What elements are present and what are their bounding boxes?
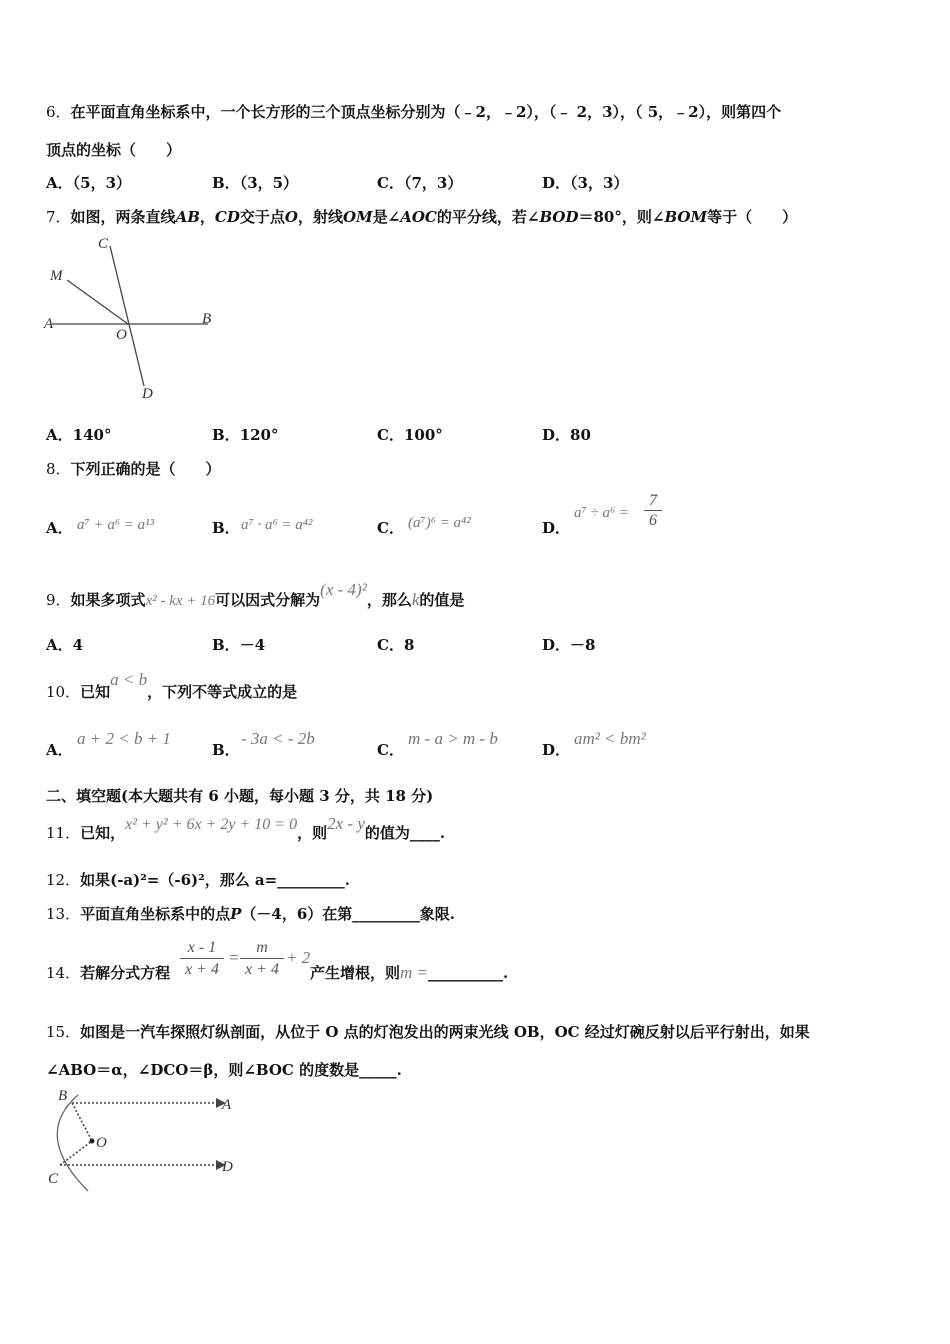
q6-option-b: B．（3，5） <box>212 174 299 192</box>
q7-option-b: B．120° <box>212 426 279 444</box>
label-c: C <box>48 1171 59 1187</box>
q14-fraction-2: $\frac{m}{x + 4}$ <box>240 937 284 980</box>
ray-om <box>67 280 128 324</box>
q10-option-c-math: m - a > m - b <box>408 729 498 748</box>
q14-plus-two: + 2 <box>286 948 311 967</box>
label-m: M <box>50 268 63 284</box>
q7-stem: 7．如图，两条直线AB，CD交于点O，射线OM是∠AOC的平分线，若∠BOD＝80°，则∠BOM等于（ ） <box>46 208 798 226</box>
q14-stem-right: 产生增根，则m =__________. <box>310 963 509 982</box>
q8-option-c-math: (a⁷)⁶ = a⁴² <box>408 515 471 531</box>
label-a: A <box>222 1097 232 1113</box>
q15-line1: 15．如图是一汽车探照灯纵剖面，从位于 O 点的灯泡发出的两束光线 OB，OC 经过灯碗反射以后平行射出，如果 <box>46 1023 810 1041</box>
label-o: O <box>96 1135 107 1151</box>
q8-option-d-math: a⁷ ÷ a⁶ = <box>574 505 630 521</box>
q6-line1: 6．在平面直角坐标系中，一个长方形的三个顶点坐标分别为（﹣2，﹣2），（﹣ 2，3），（ 5，﹣2），则第四个 <box>46 103 782 121</box>
q14-fraction-1: $\frac{x - 1}{x + 4}$ <box>180 937 224 980</box>
q10-option-d-math: am² < bm² <box>574 729 646 748</box>
section2-heading: 二、填空题(本大题共有 6 小题，每小题 3 分，共 18 分) <box>46 787 434 805</box>
q7-option-c: C．100° <box>377 426 443 444</box>
q10-option-b-math: - 3a < - 2b <box>241 729 315 748</box>
q10-option-a-label: A． <box>46 741 73 759</box>
q10-option-d-label: D． <box>542 741 571 759</box>
ray-ob <box>72 1103 92 1141</box>
q8-option-d-label: D． <box>542 519 571 537</box>
q15-figure <box>40 1085 250 1195</box>
label-d: D <box>222 1159 233 1175</box>
q9-stem: 9．如果多项式x² - kx + 16可以因式分解为(x - 4)²，那么k的值是 <box>46 580 465 609</box>
line-cd <box>110 246 144 386</box>
q6-option-c: C．（7，3） <box>377 174 463 192</box>
q6-option-d: D．（3，3） <box>542 174 629 192</box>
q8-option-a-label: A． <box>46 519 73 537</box>
q11-stem: 11．已知，x² + y² + 6x + 2y + 10 = 0，则2x - y的值为____. <box>46 814 446 842</box>
label-b: B <box>202 311 212 327</box>
q14-equals: = <box>228 948 240 967</box>
label-c: C <box>98 236 109 252</box>
q7-figure <box>40 232 230 407</box>
reflector-curve <box>57 1095 88 1191</box>
q6-line2: 顶点的坐标（ ） <box>46 141 182 159</box>
q8-option-b-math: a⁷ · a⁶ = a⁴² <box>241 517 313 533</box>
label-b: B <box>58 1088 68 1104</box>
q8-option-a-math: a⁷ + a⁶ = a¹³ <box>77 517 155 533</box>
point-o <box>90 1139 95 1144</box>
q10-option-b-label: B． <box>212 741 240 759</box>
label-d: D <box>142 386 153 402</box>
label-a: A <box>44 316 54 332</box>
q9-option-b: B．－4 <box>212 636 266 654</box>
q12-stem: 12．如果(-a)²=（-6)²，那么 a=_________. <box>46 871 350 889</box>
q8-option-c-label: C． <box>377 519 404 537</box>
label-o: O <box>116 327 127 343</box>
q15-line2: ∠ABO＝α，∠DCO＝β，则∠BOC 的度数是_____. <box>46 1061 402 1079</box>
q6-option-a: A．（5，3） <box>46 174 132 192</box>
q7-option-a: A．140° <box>46 426 112 444</box>
q9-option-c: C．8 <box>377 636 415 654</box>
q13-stem: 13．平面直角坐标系中的点P（－4，6）在第_________象限. <box>46 905 455 923</box>
q9-option-d: D．－8 <box>542 636 596 654</box>
q9-option-a: A．4 <box>46 636 84 654</box>
q8-stem: 8．下列正确的是（ ） <box>46 460 221 478</box>
q7-option-d: D．80 <box>542 426 591 444</box>
q14-stem-left: 14．若解分式方程 <box>46 964 171 982</box>
q8-option-d-fraction: $\frac{7}{6}$ <box>644 491 662 530</box>
q10-option-c-label: C． <box>377 741 404 759</box>
q8-option-b-label: B． <box>212 519 240 537</box>
ray-oc <box>60 1141 92 1165</box>
q10-option-a-math: a + 2 < b + 1 <box>77 729 171 748</box>
q10-stem: 10．已知a < b，下列不等式成立的是 <box>46 670 298 701</box>
